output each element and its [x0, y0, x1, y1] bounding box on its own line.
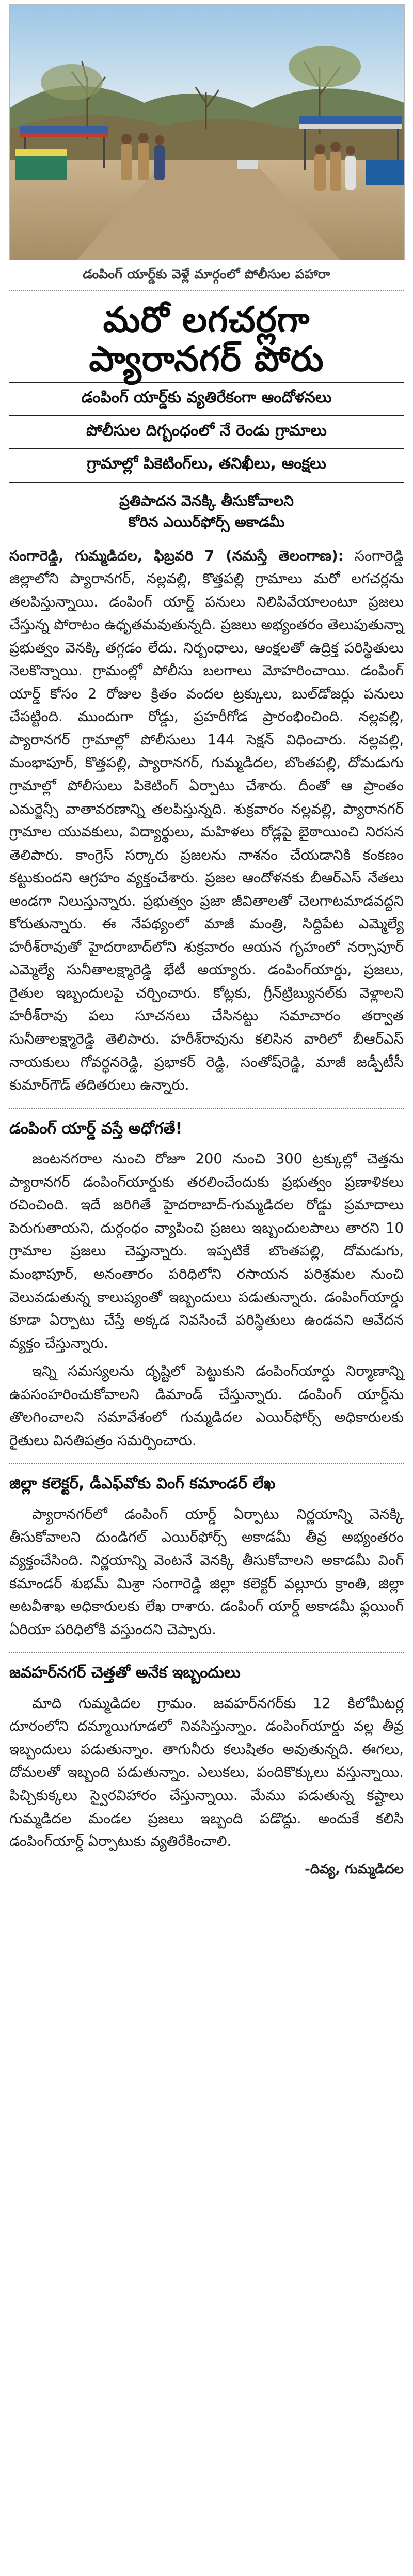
body-paragraph: ఇన్ని సమస్యలను దృష్టిలో పెట్టుకుని డంపింగ్‌యార్డు నిర్మాణాన్ని ఉపసంహరించుకోవాలని డిమాండ్ చేస్తున్నారు. డంపింగ్ యార్డ్‌ను తొలగించాలని సమావేశంలో గుమ్మడిదల ఎయిర్‌ఫోర్స్ అధికారులకు రైతులు వినతిపత్రం సమర్పించారు.	[9, 1363, 404, 1449]
section-heading: జిల్లా కలెక్టర్, డీఎఫ్‌వోకు వింగ్ కమాండర్ లేఖ	[9, 1463, 404, 1497]
quote-line: ప్రతిపాదన వెనక్కి తీసుకోవాలని	[119, 492, 294, 510]
section-heading: జవహర్‌నగర్ చెత్తతో అనేక ఇబ్బందులు	[9, 1652, 404, 1686]
headline-line-1: మరో లగచర్లగా	[103, 300, 310, 340]
article-body	[9, 545, 404, 1880]
divider	[9, 290, 404, 291]
subheadlines	[9, 382, 404, 483]
section-heading: డంపింగ్ యార్డ్ వస్తే అధోగతే!	[9, 1108, 404, 1142]
body-paragraph	[9, 545, 404, 1097]
byline: -దివ్య, గుమ్మడిదల	[305, 1861, 404, 1877]
subheadline: గ్రామాల్లో పికెటింగ్‌లు, తనిఖీలు, ఆంక్షలు	[9, 448, 404, 483]
highlight-quote	[9, 491, 404, 533]
body-paragraph: జంటనగరాల నుంచి రోజూ 200 నుంచి 300 ట్రక్కుల్లో చెత్తను ప్యారానగర్ డంపింగ్‌యార్డుకు తరలించేందుకు ప్రభుత్వం ప్రణాళికలు రచించింది. ఇదే జరిగితే హైదరాబాద్-గుమ్మడిదల రోడ్డు ప్రమాదాలు పెరుగుతాయని, దుర్గంధం వ్యాపించి ప్రజలు ఇబ్బందులపాలు తారని 10 గ్రామాల ప్రజలు చెప్తున్నారు. ఇప్పటికే బొంతపల్లి, దోమడుగు, మంభాపూర్, అనంతారం పరిధిలోని రసాయన పరిశ్రమల నుంచి వెలువడుతున్న కాలుష్యంతో ఇబ్బందులు పడుతున్నారు. డంపింగ్‌యార్డు కూడా ఏర్పాటు చేస్తే అక్కడ నివసించే పరిస్థితులు ఉండవని ఆవేదన వ్యక్తం చేస్తున్నారు.	[9, 1151, 404, 1352]
headline-line-2: ప్యారానగర్ పోరు	[89, 339, 324, 380]
body-paragraph: మాది గుమ్మడిదల గ్రామం. జవహర్‌నగర్‌కు 12 కిలోమీటర్ల దూరంలోని దమ్మాయిగూడలో నివసిస్తున్నాం. డంపింగ్‌యార్డు వల్ల తీవ్ర ఇబ్బందులు పడుతున్నాం. తాగునీరు కలుషితం అవుతున్నది. ఈగలు, దోమలతో ఇబ్బంది పడుతున్నాం. ఎలుకలు, పందికొక్కులు వస్తున్నాయి. పిచ్చికుక్కలు స్వైరవిహారం చేస్తున్నాయి. మేము పడుతున్న కష్టాలు గుమ్మడిదల మండల ప్రజలు ఇబ్బంది పడొద్దు. అందుకే కలిసి డంపింగ్‌యార్డ్ ఏర్పాటుకు వ్యతిరేకించాలి.	[9, 1695, 404, 1850]
subheadline: డంపింగ్ యార్డ్‌కు వ్యతిరేకంగా ఆందోళనలు	[9, 382, 404, 415]
subheadline: పోలీసుల దిగ్బంధంలో నే రెండు గ్రామాలు	[9, 415, 404, 448]
body-paragraph: ప్యారానగర్‌లో డంపింగ్ యార్డ్ ఏర్పాటు నిర్ణయాన్ని వెనక్కి తీసుకోవాలని దుండిగల్ ఎయిర్‌ఫోర్స్ అకాడమీ తీవ్ర అభ్యంతరం వ్యక్తంచేసింది. నిర్ణయాన్ని వెంటనే వెనక్కి తీసుకోవాలని అకాడమీ వింగ్ కమాండర్ శుభమ్ మిశ్రా సంగారెడ్డి జిల్లా కలెక్టర్ వల్లూరు క్రాంతి, జిల్లా అటవీశాఖ అధికారులకు లేఖ రాశారు. డంపింగ్ యార్డ్ అకాడమీ ఫ్లయింగ్ ఏరియా పరిధిలోకి వస్తుందని చెప్పారు.	[9, 1506, 404, 1638]
news-photo	[9, 4, 405, 260]
dateline: సంగారెడ్డి, గుమ్మడిదల, ఫిబ్రవరి 7 (నమస్తే తెలంగాణ):	[9, 547, 344, 564]
photo-caption: డంపింగ్ యార్డ్‌కు వెళ్లే మార్గంలో పోలీసుల పహారా	[83, 267, 330, 282]
road-with-police-photo	[10, 5, 404, 260]
quote-line: కోరిన ఎయిర్‌ఫోర్స్ అకాడమీ	[128, 513, 285, 531]
headline	[9, 301, 404, 379]
body-text: సంగారెడ్డి జిల్లాలోని ప్యారానగర్, నల్లవల్లి, కొత్తపల్లి గ్రామాలు మరో లగచర్లను తలపిస్తున్నాయి. డంపింగ్ యార్డ్ పనులు నిలిపివేయాలంటూ ప్రజలు చేస్తున్న పోరాటం ఉధృతమవుతున్నది. ప్రజలు అభ్యంతరం తెలుపుతున్నా ప్రభుత్వం వెనక్కి తగ్గడం లేదు. నిర్బంధాలు, ఆంక్షలతో ఉద్రిక్త పరిస్థితులు నెలకొన్నాయి. గ్రామంల్లో పోలీసు బలగాలు మోహరించాయి. డంపింగ్ యార్డ్ కోసం 2 రోజుల క్రితం వందల ట్రక్కులు, బుల్‌డోజర్లు పనులు చేపట్టింది. ముందుగా రోడ్డు, ప్రహరీగోడ ప్రారంభించింది. నల్లవల్లి, ప్యారానగర్ గ్రామాల్లో పోలీసులు 144 సెక్షన్ విధించారు. నల్లవల్లి, మంభాపూర్, కొత్తపల్లి, ప్యారానగర్, గుమ్మడిదల, బొంతపల్లి, దోమడుగు గ్రామాల్లో పోలీసులు పికెటింగ్ ఏర్పాటు చేశారు. దీంతో ఆ ప్రాంతం ఎమర్జెన్సీ వాతావరణాన్ని తలపిస్తున్నది. శుక్రవారం నల్లవల్లి, ప్యారానగర్ గ్రామాల యువకులు, విద్యార్థులు, మహిళలు రోడ్లపై బైఠాయించి నిరసన తెలిపారు. కాంగ్రెస్ సర్కారు ప్రజలను నాశనం చేయడానికి కంకణం కట్టుకుందని ఆగ్రహం వ్యక్తంచేశారు. ప్రజల ఆందోళనకు బీఆర్‌ఎస్ నేతలు అండగా నిలుస్తున్నారు. ప్రభుత్వం ప్రజా జీవితాలతో చెలగాటమాడవద్దని కోరుతున్నారు. ఈ నేపథ్యంలో మాజీ మంత్రి, సిద్దిపేట ఎమ్మెల్యే హరీశ్‌రావుతో హైదరాబాద్‌లోని శుక్రవారం ఆయన గృహంలో నర్సాపూర్ ఎమ్మెల్యే సునీతాలక్ష్మారెడ్డి భేటీ అయ్యారు. డంపింగ్‌యార్డు, ప్రజలు, రైతుల ఇబ్బందులపై చర్చించారు. కోట్లకు, గ్రీన్‌ట్రిబ్యునల్‌కు వెళ్లాలని హరీశ్‌రావు పలు సూచనలు చేసినట్టు సమాచారం తర్వాత సునీతాలక్ష్మారెడ్డి తెలిపారు. హరీశ్‌రావును కలిసిన వారిలో బీఆర్‌ఎస్ నాయకులు గోవర్ధనరెడ్డి, ప్రభాకర్ రెడ్డి, సంతోష్‌రెడ్డి, మాజీ జడ్పీటీసీ కుమార్‌గౌడ్ తదితరులు ఉన్నారు.	[9, 547, 404, 1094]
